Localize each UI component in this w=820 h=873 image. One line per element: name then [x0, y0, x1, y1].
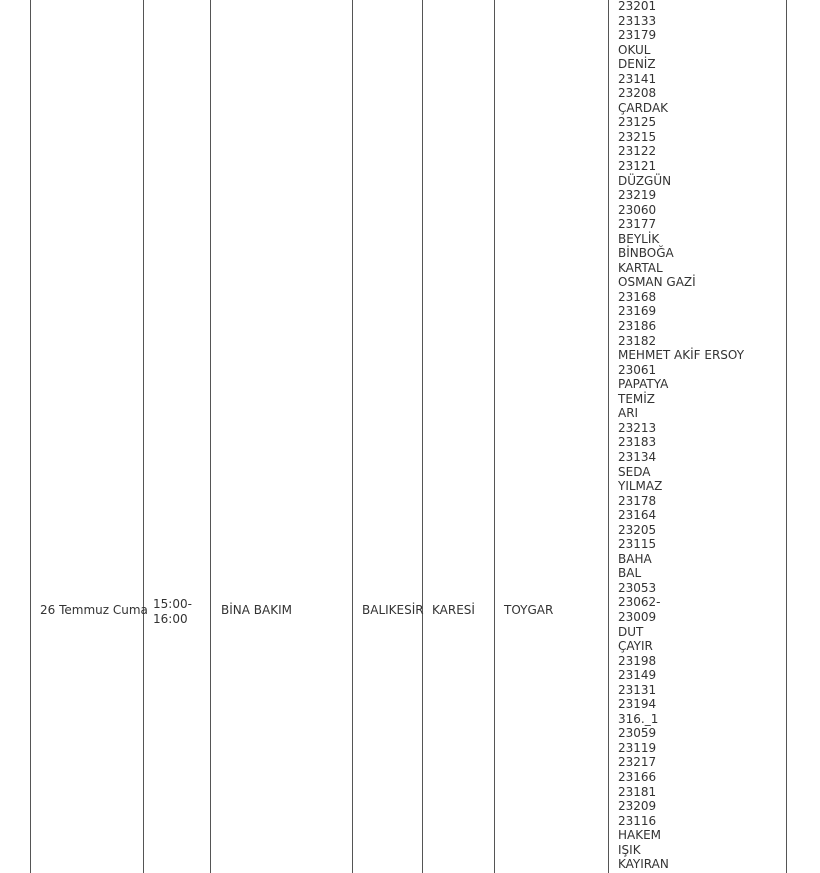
column-divider: [786, 0, 787, 873]
street-item: 23213: [618, 420, 657, 435]
street-item: 23186: [618, 319, 657, 334]
street-item: 23217: [618, 755, 657, 770]
column-divider: [422, 0, 423, 873]
street-item: OSMAN GAZİ: [618, 275, 696, 290]
street-item: 23215: [618, 129, 657, 144]
street-item: 23125: [618, 115, 657, 130]
street-list: [618, 0, 744, 872]
street-item: 23201: [618, 0, 657, 13]
street-item: 23219: [618, 188, 657, 203]
province-cell: BALIKESİR: [362, 603, 424, 617]
time-end: 16:00: [153, 612, 188, 626]
street-item: 23122: [618, 144, 657, 159]
street-item: 23168: [618, 289, 657, 304]
street-item: DÜZGÜN: [618, 173, 672, 188]
street-item: 23178: [618, 493, 657, 508]
street-item: KARTAL: [618, 260, 663, 275]
street-item: ÇAYIR: [618, 639, 653, 654]
street-item: 23183: [618, 435, 657, 450]
street-item: ARI: [618, 406, 639, 421]
street-item: 23194: [618, 697, 657, 712]
street-item: 23141: [618, 71, 657, 86]
street-item: 23169: [618, 304, 657, 319]
street-item: BAL: [618, 566, 642, 581]
street-item: BEYLİK: [618, 231, 660, 246]
street-item: 23131: [618, 682, 657, 697]
street-item: IŞIK: [618, 842, 641, 857]
street-item: 23133: [618, 13, 657, 28]
street-item: 23009: [618, 609, 657, 624]
time-cell: [153, 597, 192, 627]
street-item: 23060: [618, 202, 657, 217]
district-cell: KARESİ: [432, 603, 475, 617]
street-item: 23116: [618, 813, 657, 828]
street-item: MEHMET AKİF ERSOY: [618, 348, 745, 363]
street-item: 23059: [618, 726, 657, 741]
street-item: ÇARDAK: [618, 100, 669, 115]
street-item: BAHA: [618, 551, 652, 566]
street-item: 23205: [618, 522, 657, 537]
column-divider: [494, 0, 495, 873]
street-item: 23179: [618, 28, 657, 43]
street-item: 23053: [618, 580, 657, 595]
column-divider: [608, 0, 609, 873]
column-divider: [143, 0, 144, 873]
street-item: 23121: [618, 159, 657, 174]
street-item: SEDA: [618, 464, 651, 479]
column-divider: [352, 0, 353, 873]
street-item: PAPATYA: [618, 377, 669, 392]
column-divider: [30, 0, 31, 873]
date-cell: 26 Temmuz Cuma: [40, 603, 148, 617]
time-start: 15:00-: [153, 597, 192, 611]
street-item: OKUL: [618, 42, 651, 57]
street-item: KAYIRAN: [618, 857, 669, 872]
street-item: 23209: [618, 799, 657, 814]
street-item: 23119: [618, 740, 657, 755]
street-item: DUT: [618, 624, 644, 639]
street-item: 23208: [618, 86, 657, 101]
description-cell: BİNA BAKIM: [221, 603, 292, 617]
street-item: 23166: [618, 769, 657, 784]
street-item: 23061: [618, 362, 657, 377]
street-item: BİNBOĞA: [618, 246, 674, 261]
street-item: DENİZ: [618, 57, 656, 72]
street-item: TEMİZ: [618, 391, 656, 406]
street-item: HAKEM: [618, 828, 662, 843]
street-item: 23198: [618, 653, 657, 668]
neighborhood-cell: TOYGAR: [504, 603, 554, 617]
street-item: 316._1: [618, 711, 659, 726]
column-divider: [210, 0, 211, 873]
street-item: 23134: [618, 449, 657, 464]
street-item: 23177: [618, 217, 657, 232]
street-item: 23181: [618, 784, 657, 799]
street-item: 23149: [618, 668, 657, 683]
street-item: 23062-: [618, 595, 661, 610]
street-item: YILMAZ: [618, 479, 663, 494]
street-item: 23115: [618, 537, 657, 552]
street-item: 23164: [618, 508, 657, 523]
street-item: 23182: [618, 333, 657, 348]
